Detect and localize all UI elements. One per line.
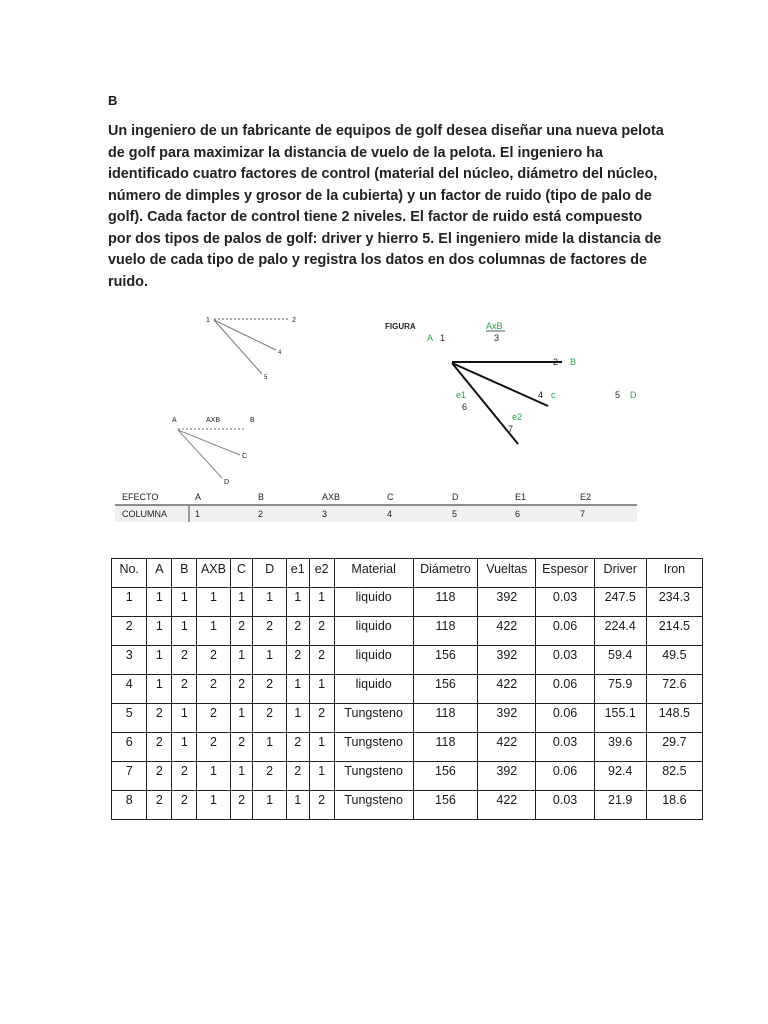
table-row — [112, 617, 703, 646]
graph1-node-5: 5 — [264, 375, 268, 381]
linear-graph-1 — [206, 317, 296, 381]
table-cell: 422 — [478, 733, 536, 762]
table-cell: 92.4 — [594, 762, 646, 791]
table-cell: 6 — [112, 733, 147, 762]
table-cell: Tungsteno — [334, 762, 413, 791]
table-cell: 2 — [253, 675, 286, 704]
table-cell: 2 — [309, 617, 334, 646]
table-cell: 1 — [286, 704, 309, 733]
table-cell: 0.03 — [536, 791, 594, 820]
table-cell: 2 — [309, 704, 334, 733]
table-cell: 0.06 — [536, 704, 594, 733]
table-cell: 1 — [230, 762, 253, 791]
table-cell: 118 — [413, 617, 478, 646]
column-header: A — [147, 559, 172, 588]
figura-label-d: D — [630, 390, 637, 400]
figura-node-1: 1 — [440, 333, 446, 343]
figura-label-axb: AxB — [486, 321, 503, 331]
graph1-edge-1-4 — [214, 320, 276, 350]
table-cell: 2 — [286, 646, 309, 675]
column-header: Driver — [594, 559, 646, 588]
column-header: D — [253, 559, 286, 588]
table-cell: 155.1 — [594, 704, 646, 733]
effect-table-shade — [115, 505, 637, 522]
table-cell: 2 — [197, 646, 230, 675]
table-cell: 1 — [253, 588, 286, 617]
effect-e1: E1 — [515, 492, 527, 502]
experiment-data-table — [111, 558, 703, 820]
column-header: AXB — [197, 559, 230, 588]
table-cell: 2 — [172, 791, 197, 820]
table-cell: 2 — [147, 791, 172, 820]
table-cell: 2 — [286, 733, 309, 762]
figura-node-4: 4 — [538, 390, 544, 400]
table-cell: 118 — [413, 733, 478, 762]
linear-graph-figura — [385, 321, 637, 444]
table-cell: 118 — [413, 588, 478, 617]
table-cell: 1 — [172, 588, 197, 617]
column-header: B — [172, 559, 197, 588]
table-cell: 1 — [309, 762, 334, 791]
table-cell: 1 — [253, 733, 286, 762]
table-cell: 2 — [230, 733, 253, 762]
column-5: 5 — [452, 509, 458, 519]
table-row — [112, 588, 703, 617]
table-cell: 392 — [478, 762, 536, 791]
table-cell: 2 — [172, 675, 197, 704]
figura-edge-1-4 — [452, 363, 548, 406]
table-row — [112, 762, 703, 791]
effect-b: B — [258, 492, 265, 502]
table-cell: 392 — [478, 646, 536, 675]
graph2-node-d: D — [224, 479, 230, 486]
figura-label-e1: e1 — [456, 390, 467, 400]
table-cell: 148.5 — [646, 704, 702, 733]
table-cell: 234.3 — [646, 588, 702, 617]
table-cell: 29.7 — [646, 733, 702, 762]
table-cell: 2 — [197, 675, 230, 704]
column-header: Vueltas — [478, 559, 536, 588]
graph2-node-c: C — [242, 453, 248, 460]
table-cell: 2 — [230, 617, 253, 646]
table-cell: 2 — [197, 704, 230, 733]
table-cell: liquido — [334, 588, 413, 617]
figura-label-e2: e2 — [512, 412, 523, 422]
table-cell: 1 — [197, 791, 230, 820]
table-row — [112, 791, 703, 820]
table-cell: 224.4 — [594, 617, 646, 646]
table-cell: 2 — [172, 646, 197, 675]
table-row — [112, 675, 703, 704]
table-cell: 0.03 — [536, 646, 594, 675]
table-cell: 0.06 — [536, 675, 594, 704]
table-cell: 2 — [286, 617, 309, 646]
table-cell: 21.9 — [594, 791, 646, 820]
linear-graph-2 — [172, 417, 255, 486]
table-cell: 59.4 — [594, 646, 646, 675]
graph1-node-4: 4 — [278, 350, 282, 356]
table-row — [112, 646, 703, 675]
table-cell: Tungsteno — [334, 704, 413, 733]
table-cell: 214.5 — [646, 617, 702, 646]
table-cell: 0.03 — [536, 733, 594, 762]
effect-e2: E2 — [580, 492, 592, 502]
effect-c: C — [387, 492, 394, 502]
effect-axb: AXB — [322, 492, 341, 502]
table-cell: 5 — [112, 704, 147, 733]
table-row — [112, 733, 703, 762]
column-header: Iron — [646, 559, 702, 588]
column-7: 7 — [580, 509, 586, 519]
figura-title: FIGURA — [385, 322, 416, 331]
column-header: No. — [112, 559, 147, 588]
table-cell: 82.5 — [646, 762, 702, 791]
section-heading: B — [108, 93, 118, 108]
table-cell: 1 — [230, 704, 253, 733]
column-header: C — [230, 559, 253, 588]
table-cell: 1 — [197, 762, 230, 791]
table-cell: 1 — [147, 588, 172, 617]
figura-node-5: 5 — [615, 390, 621, 400]
table-cell: 1 — [286, 791, 309, 820]
table-cell: 1 — [309, 733, 334, 762]
graph1-edge-1-5 — [214, 320, 262, 374]
graph2-edge-a-c — [178, 430, 240, 455]
table-cell: 2 — [230, 791, 253, 820]
table-cell: 0.06 — [536, 617, 594, 646]
table-cell: 1 — [253, 646, 286, 675]
table-cell: 2 — [147, 733, 172, 762]
column-header: Diámetro — [413, 559, 478, 588]
graph2-node-a: A — [172, 417, 177, 424]
column-header: Espesor — [536, 559, 594, 588]
table-cell: 3 — [112, 646, 147, 675]
graph2-label-axb: AXB — [206, 417, 221, 424]
table-cell: 1 — [172, 733, 197, 762]
table-cell: 1 — [197, 588, 230, 617]
table-cell: 118 — [413, 704, 478, 733]
table-cell: 156 — [413, 675, 478, 704]
table-cell: liquido — [334, 675, 413, 704]
table-cell: 2 — [172, 762, 197, 791]
table-cell: 156 — [413, 646, 478, 675]
effect-label: EFECTO — [122, 492, 159, 502]
graph1-node-2: 2 — [292, 317, 296, 324]
column-header: e1 — [286, 559, 309, 588]
graph1-node-1: 1 — [206, 317, 210, 324]
table-cell: 2 — [286, 762, 309, 791]
table-cell: 392 — [478, 704, 536, 733]
table-cell: 2 — [147, 762, 172, 791]
table-cell: 422 — [478, 791, 536, 820]
table-cell: 72.6 — [646, 675, 702, 704]
table-cell: 392 — [478, 588, 536, 617]
table-cell: 2 — [230, 675, 253, 704]
table-cell: 1 — [309, 588, 334, 617]
table-cell: 1 — [197, 617, 230, 646]
table-cell: 2 — [253, 704, 286, 733]
column-label: COLUMNA — [122, 509, 168, 519]
table-header-row — [112, 559, 703, 588]
table-cell: 1 — [147, 675, 172, 704]
figura-label-a: A — [427, 333, 434, 343]
table-cell: 1 — [172, 704, 197, 733]
table-cell: 1 — [147, 617, 172, 646]
effect-column-table — [115, 492, 637, 522]
effect-a: A — [195, 492, 202, 502]
table-cell: 0.06 — [536, 762, 594, 791]
column-header: Material — [334, 559, 413, 588]
graph2-node-b: B — [250, 417, 255, 424]
column-3: 3 — [322, 509, 328, 519]
figura-node-7: 7 — [508, 424, 514, 434]
table-cell: 49.5 — [646, 646, 702, 675]
column-header: e2 — [309, 559, 334, 588]
table-cell: 1 — [253, 791, 286, 820]
table-cell: 2 — [197, 733, 230, 762]
table-cell: 422 — [478, 617, 536, 646]
table-cell: 422 — [478, 675, 536, 704]
table-cell: 1 — [172, 617, 197, 646]
table-cell: 2 — [253, 617, 286, 646]
column-4: 4 — [387, 509, 393, 519]
figura-node-6: 6 — [462, 402, 468, 412]
table-cell: 1 — [286, 675, 309, 704]
problem-paragraph: Un ingeniero de un fabricante de equipos de golf desea diseñar una nueva pelota de golf para maximizar la distancia de vuelo de la pelota. El ingeniero ha identificado cuatro factores de control (material del núcleo, diámetro del núcleo, número de dimples y grosor de la cubierta) y un factor de ruido (tipo de palo de golf). Cada factor de control tiene 2 niveles. El factor de ruido está compuesto por dos tipos de palos de golf: driver y hierro 5. El ingeniero mide la distancia de vuelo de cada tipo de palo y registra los datos en dos columnas de factores de ruido. — [108, 123, 664, 290]
table-cell: 1 — [286, 588, 309, 617]
table-cell: 8 — [112, 791, 147, 820]
table-cell: 0.03 — [536, 588, 594, 617]
column-1: 1 — [195, 509, 201, 519]
table-cell: 39.6 — [594, 733, 646, 762]
table-cell: 18.6 — [646, 791, 702, 820]
table-cell: 1 — [230, 588, 253, 617]
column-6: 6 — [515, 509, 521, 519]
graph2-edge-a-d — [178, 430, 222, 478]
table-cell: 75.9 — [594, 675, 646, 704]
table-cell: 2 — [309, 791, 334, 820]
table-cell: liquido — [334, 646, 413, 675]
table-cell: 4 — [112, 675, 147, 704]
table-cell: 2 — [112, 617, 147, 646]
table-cell: 1 — [230, 646, 253, 675]
column-2: 2 — [258, 509, 264, 519]
table-cell: 247.5 — [594, 588, 646, 617]
table-cell: Tungsteno — [334, 791, 413, 820]
table-cell: 2 — [147, 704, 172, 733]
table-cell: Tungsteno — [334, 733, 413, 762]
effect-d: D — [452, 492, 459, 502]
figura-label-c: c — [551, 390, 556, 400]
figura-node-3: 3 — [494, 333, 500, 343]
table-cell: 7 — [112, 762, 147, 791]
table-cell: 1 — [112, 588, 147, 617]
table-cell: 2 — [253, 762, 286, 791]
table-cell: 1 — [309, 675, 334, 704]
figura-node-2: 2 — [553, 357, 559, 367]
table-row — [112, 704, 703, 733]
table-cell: 2 — [309, 646, 334, 675]
table-cell: liquido — [334, 617, 413, 646]
table-cell: 156 — [413, 791, 478, 820]
table-cell: 156 — [413, 762, 478, 791]
table-cell: 1 — [147, 646, 172, 675]
figura-label-b: B — [570, 357, 577, 367]
